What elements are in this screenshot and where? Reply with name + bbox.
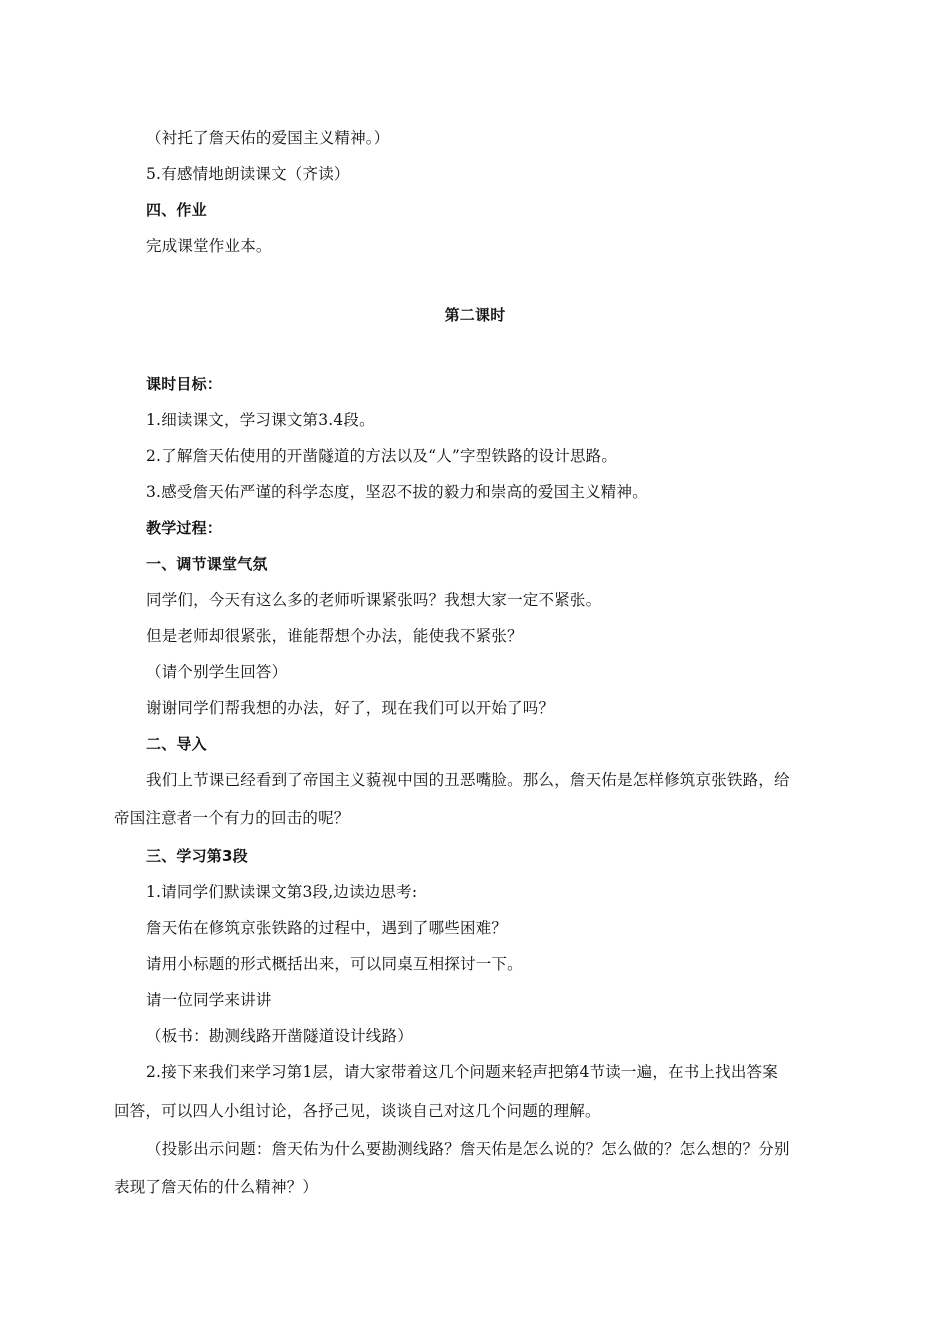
section-heading: 课时目标： — [146, 375, 223, 393]
list-item: 5.有感情地朗读课文（齐读） — [146, 165, 350, 183]
text-line: （衬托了詹天佑的爱国主义精神。） — [146, 129, 390, 147]
lesson-title: 第二课时 — [444, 306, 506, 324]
paragraph-line: （投影出示问题：詹天佑为什么要勘测线路？詹天佑是怎么说的？怎么做的？怎么想的？分别 — [146, 1140, 790, 1158]
paragraph-line: 2.接下来我们来学习第1层，请大家带着这几个问题来轻声把第4节读一遍，在书上找出答案 — [146, 1063, 778, 1081]
section-heading: 三、学习第3段 — [146, 847, 248, 865]
text-line: 请用小标题的形式概括出来，可以同桌互相探讨一下。 — [146, 955, 523, 973]
text-line: 完成课堂作业本。 — [146, 237, 272, 255]
list-item: 1.请同学们默读课文第3段,边读边思考: — [146, 883, 418, 901]
text-line: 请一位同学来讲讲 — [146, 991, 272, 1009]
text-line: 谢谢同学们帮我想的办法，好了，现在我们可以开始了吗？ — [146, 699, 555, 717]
paragraph-line: 回答，可以四人小组讨论，各抒己见，谈谈自己对这几个问题的理解。 — [114, 1102, 601, 1120]
paragraph-line: 表现了詹天佑的什么精神？） — [114, 1178, 319, 1196]
section-heading: 教学过程： — [146, 519, 223, 537]
text-line: 同学们，今天有这么多的老师听课紧张吗？我想大家一定不紧张。 — [146, 591, 602, 609]
text-line: （板书：勘测线路开凿隧道设计线路） — [146, 1027, 413, 1045]
text-line: （请个别学生回答） — [146, 663, 288, 681]
list-item: 3.感受詹天佑严谨的科学态度，坚忍不拔的毅力和崇高的爱国主义精神。 — [146, 483, 648, 501]
paragraph-line: 帝国注意者一个有力的回击的呢？ — [114, 809, 350, 827]
section-heading: 四、作业 — [146, 201, 207, 219]
section-heading: 一、调节课堂气氛 — [146, 555, 268, 573]
list-item: 1.细读课文，学习课文第3.4段。 — [146, 411, 375, 429]
text-line: 但是老师却很紧张，谁能帮想个办法，能使我不紧张？ — [146, 627, 523, 645]
section-heading: 二、导入 — [146, 735, 207, 753]
text-line: 詹天佑在修筑京张铁路的过程中，遇到了哪些困难？ — [146, 919, 508, 937]
paragraph-line: 我们上节课已经看到了帝国主义藐视中国的丑恶嘴脸。那么，詹天佑是怎样修筑京张铁路，给 — [146, 771, 790, 789]
list-item: 2.了解詹天佑使用的开凿隧道的方法以及“人”字型铁路的设计思路。 — [146, 447, 618, 465]
